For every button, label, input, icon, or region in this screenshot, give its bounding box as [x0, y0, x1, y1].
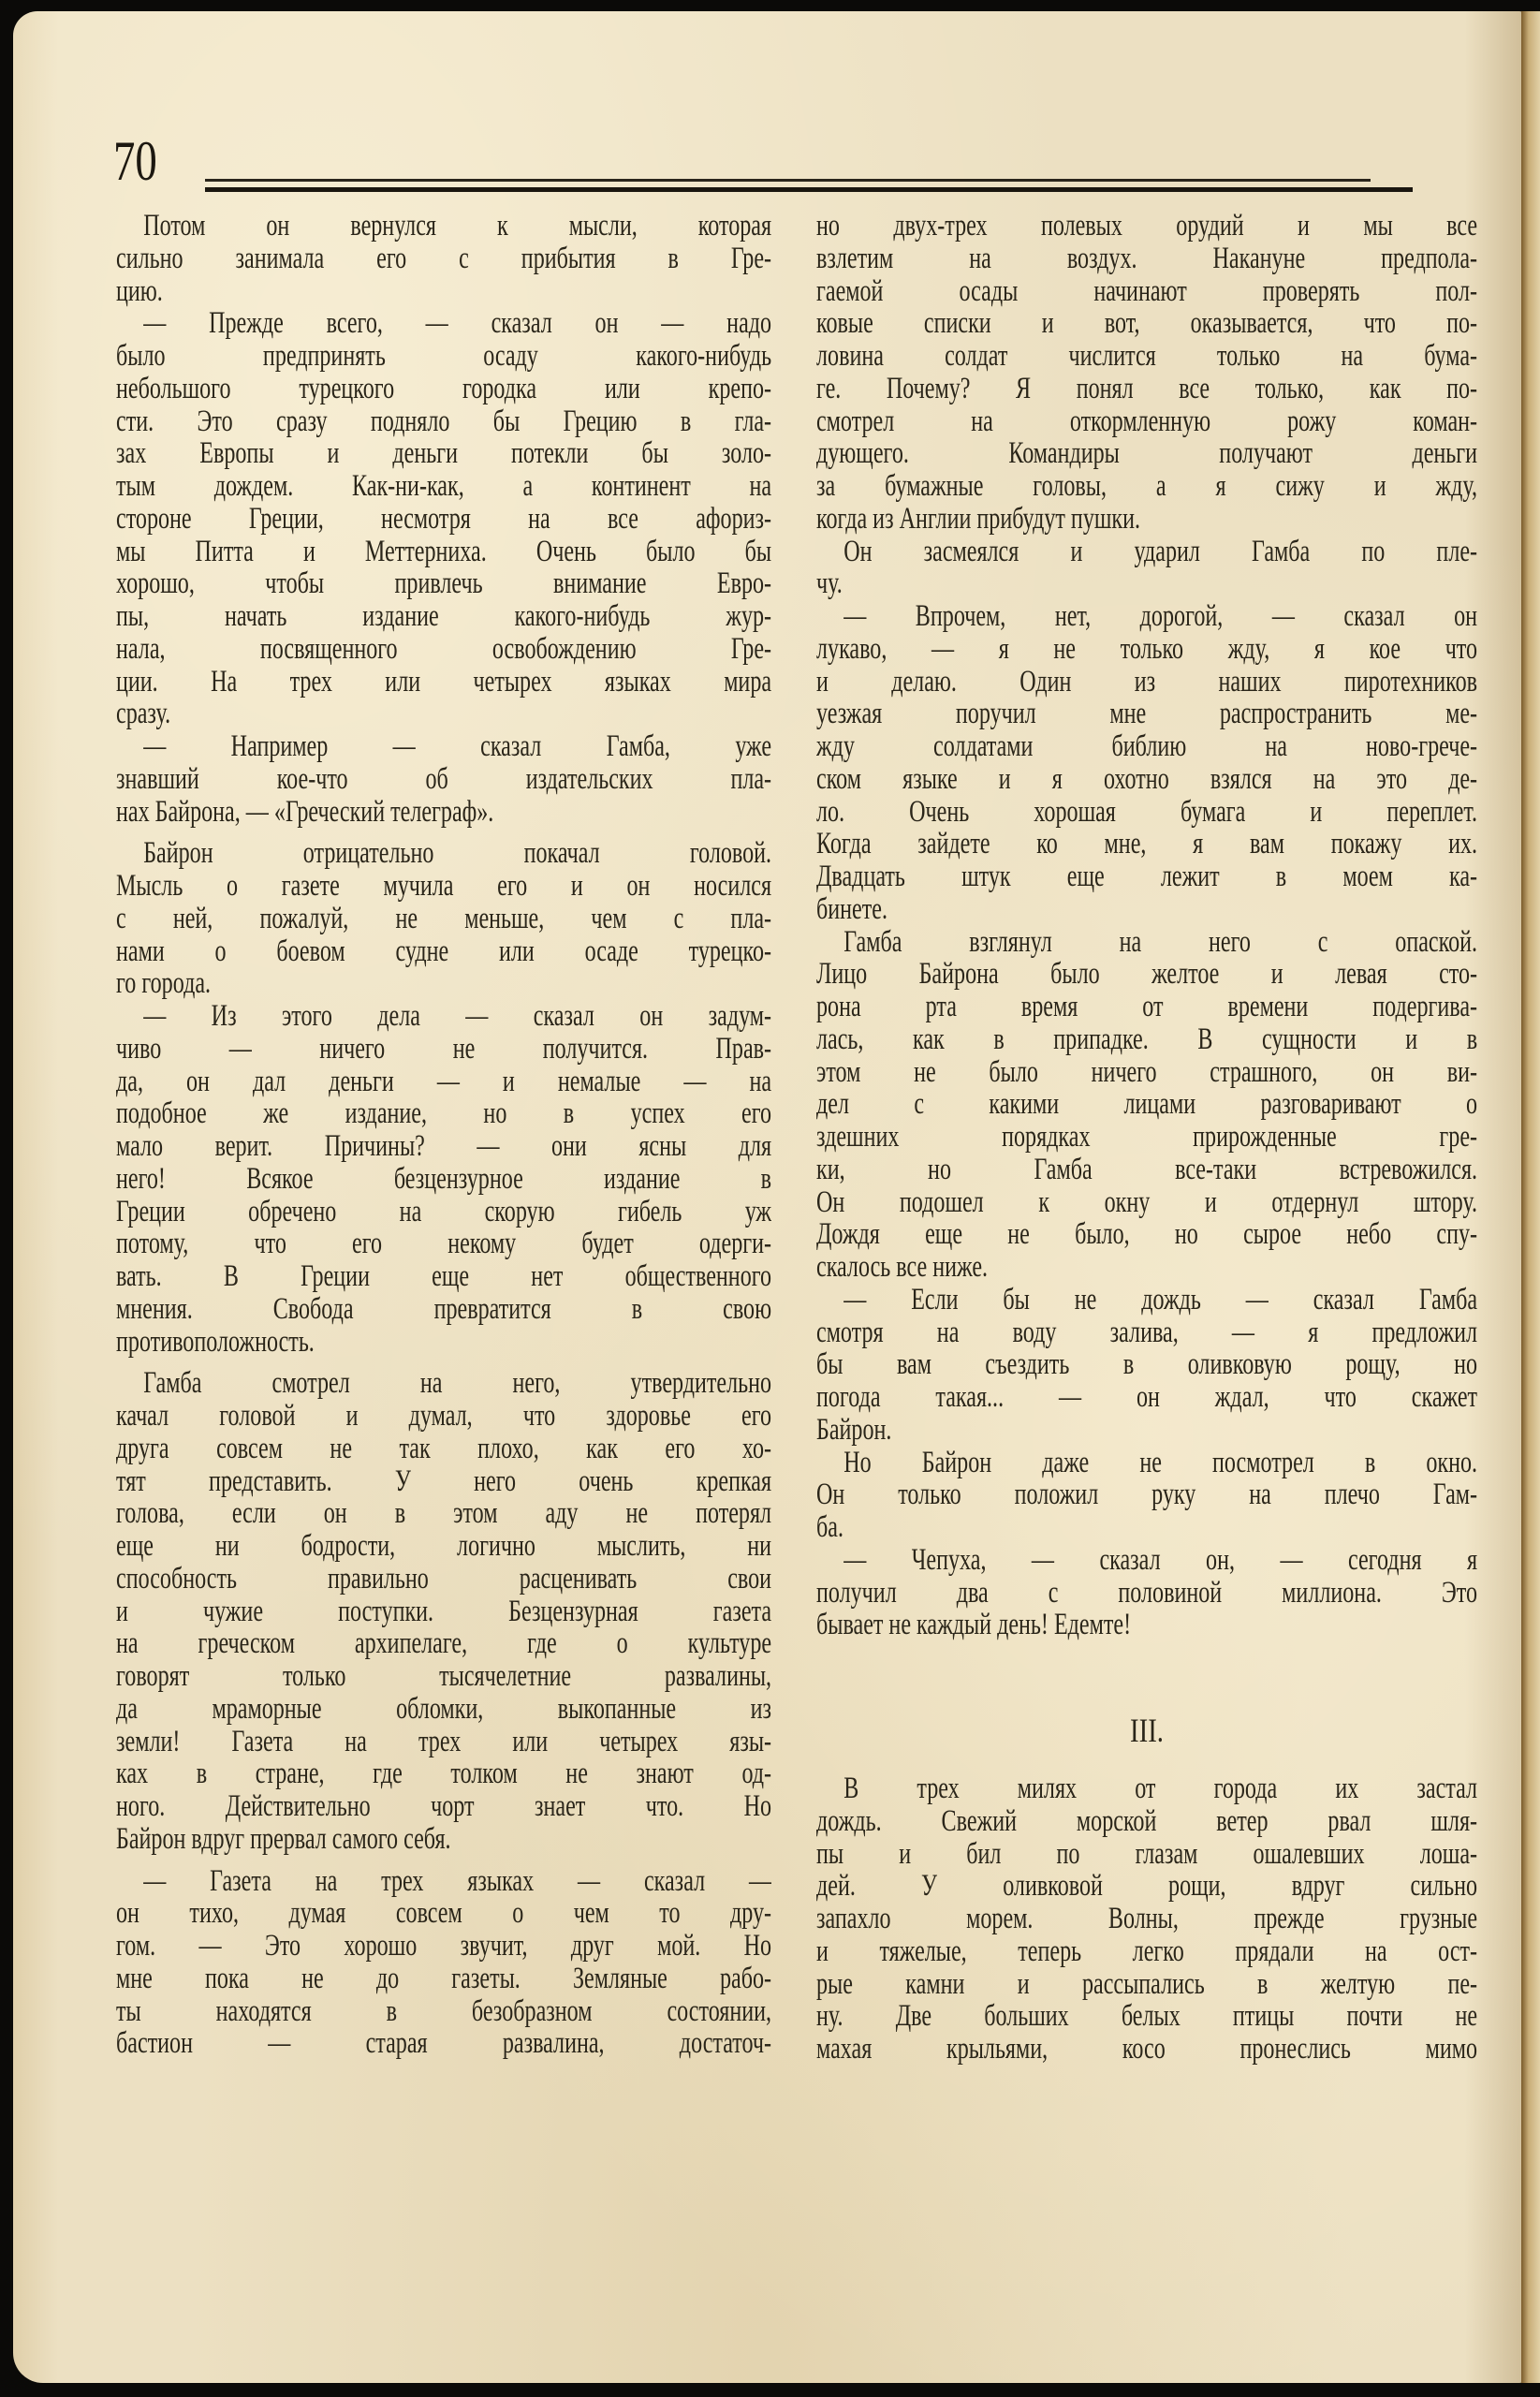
text-line — [816, 210, 1477, 243]
text-line — [816, 503, 1477, 536]
text-line — [816, 1381, 1477, 1414]
text-line-content: дел с какими лицами разговаривают о — [816, 1088, 1477, 1121]
text-line — [116, 1367, 771, 1400]
text-line — [116, 373, 771, 405]
text-line — [816, 1511, 1477, 1544]
text-line-content: — Если бы не дождь — сказал Гамба — [843, 1283, 1477, 1316]
text-line-content: Гамба взглянул на него с опаской. — [843, 925, 1477, 959]
text-line-content: мнения. Свобода превратится в свою — [116, 1292, 771, 1326]
text-line-content: с ней, пожалуй, не меньше, чем с пла- — [116, 902, 771, 935]
text-line-content: ло. Очень хорошая бумага и переплет. — [816, 795, 1477, 829]
text-line — [116, 870, 771, 903]
heading-spacer-after-2 — [816, 1763, 1477, 1772]
text-line — [816, 243, 1477, 275]
text-line — [816, 1023, 1477, 1056]
text-line-content: потому, что его некому будет одерги- — [116, 1228, 771, 1260]
text-line — [816, 275, 1477, 308]
text-line — [116, 307, 771, 340]
text-line-content: ции. На трех или четырех языках мира — [116, 665, 771, 699]
text-line — [116, 340, 771, 373]
text-line-content: способность правильно расценивать свои — [116, 1562, 771, 1596]
text-line-content: тят представить. У него очень крепкая — [116, 1464, 771, 1498]
text-line — [116, 470, 771, 503]
text-line-content: махая крыльями, косо пронеслись мимо — [816, 2033, 1477, 2066]
text-line — [116, 1627, 771, 1660]
text-line-content: сти. Это сразу подняло бы Грецию в гла- — [116, 404, 771, 438]
text-line — [116, 1465, 771, 1498]
text-line-content: ковые списки и вот, оказывается, что по- — [816, 307, 1477, 340]
text-line — [116, 1693, 771, 1726]
text-line — [816, 1968, 1477, 2001]
text-line — [116, 1963, 771, 1995]
text-line-content: Он засмеялся и ударил Гамба по пле- — [843, 535, 1477, 568]
text-line-content: мы Питта и Меттерниха. Очень было бы — [116, 535, 771, 568]
text-line-content: знавший кое-что об издательских пла- — [116, 762, 771, 796]
text-line-content: Потом он вернулся к мысли, которая — [143, 210, 771, 243]
text-line-content: говорят только тысячелетние развалины, — [116, 1660, 771, 1693]
text-line-content: нах Байрона, — «Греческий телеграф». — [116, 795, 494, 829]
text-line-content: подобное же издание, но в успех его — [116, 1097, 771, 1130]
text-line-content: Греции обречено на скорую гибель уж — [116, 1195, 771, 1228]
text-line — [816, 1154, 1477, 1186]
text-line — [816, 536, 1477, 568]
text-line — [116, 967, 771, 1000]
text-line-content: дующего. Командиры получают деньги — [816, 437, 1477, 470]
text-line — [116, 1033, 771, 1066]
text-line-content: ском языке и я охотно взялся на это де- — [816, 762, 1477, 796]
text-line-content: на греческом архипелаге, где о культуре — [116, 1627, 771, 1660]
text-line — [816, 1186, 1477, 1219]
text-line-content: Дождя еще не было, но сырое небо спу- — [816, 1218, 1477, 1251]
text-line — [816, 1447, 1477, 1479]
text-line-content: ного. Действительно чорт знает что. Но — [116, 1790, 771, 1823]
text-line — [116, 935, 771, 968]
text-line — [816, 2000, 1477, 2033]
text-line — [116, 1865, 771, 1898]
text-line-content: бы вам съездить в оливковую рощу, но — [816, 1348, 1477, 1381]
text-line — [816, 405, 1477, 438]
text-line-content: этом не было ничего страшного, он ви- — [816, 1055, 1477, 1089]
text-line-content: него! Всякое безцензурное издание в — [116, 1162, 771, 1196]
text-line-content: лукаво, — я не только жду, я кое что — [816, 632, 1477, 666]
text-line — [816, 1544, 1477, 1577]
text-line — [116, 1400, 771, 1433]
text-line — [816, 567, 1477, 600]
text-line-content: зах Европы и деньги потекли бы золо- — [116, 437, 771, 470]
text-line — [116, 1130, 771, 1163]
text-line-content: Байрон отрицательно покачал головой. — [143, 837, 771, 870]
text-line — [116, 903, 771, 935]
text-line-content: Когда зайдете ко мне, я вам покажу их. — [816, 828, 1477, 860]
text-line — [816, 1056, 1477, 1089]
text-line — [816, 926, 1477, 959]
text-line-content: лась, как в припадке. В сущности и в — [816, 1022, 1477, 1056]
text-line-content: ге. Почему? Я понял все только, как по- — [816, 372, 1477, 405]
text-line — [116, 1293, 771, 1326]
text-line-content: го города. — [116, 967, 212, 1000]
text-line-content: Он только положил руку на плечо Гам- — [816, 1478, 1477, 1511]
text-line — [816, 307, 1477, 340]
text-line-content: — Прежде всего, — сказал он — надо — [143, 307, 771, 340]
text-line-content: за бумажные головы, а я сижу и жду, — [816, 470, 1477, 503]
right-column-part-2 — [816, 1772, 1477, 2066]
text-line-content: пы и бил по глазам ошалевших лоша- — [816, 1837, 1477, 1871]
text-line — [816, 1478, 1477, 1511]
text-line — [816, 633, 1477, 666]
text-line — [116, 1563, 771, 1596]
text-line — [816, 1121, 1477, 1154]
text-line — [116, 1790, 771, 1823]
text-line — [816, 600, 1477, 633]
text-line — [816, 698, 1477, 730]
text-line-content: ну. Две больших белых птицы почти не — [816, 2000, 1477, 2033]
text-line-content: Двадцать штук еще лежит в моем ка- — [816, 860, 1477, 893]
text-line — [816, 1838, 1477, 1871]
text-line — [816, 893, 1477, 926]
text-line-content: качал головой и думал, что здоровье его — [116, 1400, 771, 1433]
text-line — [816, 1218, 1477, 1251]
text-line-content: получил два с половиной миллиона. Это — [816, 1576, 1477, 1610]
text-line — [116, 405, 771, 438]
text-line — [116, 633, 771, 666]
text-line — [116, 763, 771, 796]
paragraph-gap — [116, 1358, 771, 1367]
text-line-content: стороне Греции, несмотря на все афориз- — [116, 502, 771, 536]
text-line-content: — Газета на трех языках — сказал — — [143, 1864, 771, 1898]
text-line-content: голова, если он в этом аду не потерял — [116, 1497, 771, 1530]
text-line — [816, 1284, 1477, 1316]
paragraph-gap — [116, 1856, 771, 1865]
text-line-content: чу. — [816, 567, 843, 600]
text-line-content: взлетим на воздух. Накануне предпола- — [816, 242, 1477, 275]
text-line-content: дей. У оливковой рощи, вдруг сильно — [816, 1870, 1477, 1903]
text-line-content: скалось все ниже. — [816, 1251, 989, 1284]
text-line-content: смотря на воду залива, — я предложил — [816, 1316, 1477, 1349]
text-line-content: и чужие поступки. Безцензурная газета — [116, 1595, 771, 1628]
text-line-content: гаемой осады начинают проверять пол- — [816, 274, 1477, 308]
text-line — [816, 1251, 1477, 1284]
text-line — [116, 1897, 771, 1930]
text-line-content: но двух-трех полевых орудий и мы все — [816, 210, 1477, 243]
text-line — [116, 1930, 771, 1963]
text-line-content: вать. В Греции еще нет общественного — [116, 1260, 771, 1293]
text-line — [816, 373, 1477, 405]
text-line-content: Но Байрон даже не посмотрел в окно. — [843, 1446, 1477, 1479]
text-line — [816, 666, 1477, 699]
text-line-content: Байрон вдруг прервал самого себя. — [116, 1822, 451, 1856]
text-line-content: хорошо, чтобы привлечь внимание Евро- — [116, 567, 771, 600]
paragraph-gap — [116, 828, 771, 837]
text-line — [816, 860, 1477, 893]
text-line-content: да, он дал деньги — и немалые — на — [116, 1065, 771, 1098]
text-line — [116, 1228, 771, 1260]
text-line — [116, 1757, 771, 1790]
text-line-content: друга совсем не так плохо, как его хо- — [116, 1432, 771, 1465]
text-line — [116, 503, 771, 536]
text-line — [816, 958, 1477, 991]
text-line-content: В трех милях от города их застал — [843, 1772, 1477, 1805]
text-line-content: сразу. — [116, 698, 171, 730]
text-line-content: запахло морем. Волны, прежде грузные — [816, 1903, 1477, 1935]
text-line-content: бастион — старая развалина, достаточ- — [116, 2027, 771, 2060]
left-text-column — [116, 210, 771, 2060]
text-line — [116, 1163, 771, 1196]
text-line — [116, 567, 771, 600]
text-line-content: небольшого турецкого городка или крепо- — [116, 372, 771, 405]
text-line-content: еще ни бодрости, логично мыслить, ни — [116, 1530, 771, 1563]
text-line — [816, 340, 1477, 373]
text-line-content: ловина солдат числится только на бума- — [816, 340, 1477, 373]
chapter-heading: III. — [1130, 1712, 1164, 1749]
text-line-content: ба. — [816, 1511, 843, 1544]
text-line-content: бывает не каждый день! Едемте! — [816, 1609, 1132, 1641]
text-line — [116, 1260, 771, 1293]
text-line — [116, 275, 771, 308]
text-line-content: Байрон. — [816, 1413, 892, 1447]
page-edge — [1521, 11, 1540, 2383]
text-line-content: мне пока не до газеты. Земляные рабо- — [116, 1962, 771, 1995]
text-line-content: и делаю. Один из наших пиротехников — [816, 665, 1477, 699]
text-line — [116, 437, 771, 470]
text-line — [116, 1497, 771, 1530]
text-line — [116, 1097, 771, 1130]
text-line-content: противоположность. — [116, 1325, 315, 1359]
text-line-content: земли! Газета на трех или четырех язы- — [116, 1725, 771, 1758]
text-line — [116, 210, 771, 243]
text-line-content: погода такая... — он ждал, что скажет — [816, 1381, 1477, 1414]
text-line-content: — Например — сказал Гамба, уже — [143, 730, 771, 763]
text-line-content: дождь. Свежий морской ветер рвал шля- — [816, 1804, 1477, 1838]
text-line — [116, 1995, 771, 2028]
text-line-content: — Впрочем, нет, дорогой, — сказал он — [843, 600, 1477, 633]
text-line-content: здешних порядках прирожденные гре- — [816, 1121, 1477, 1154]
text-line — [116, 666, 771, 699]
text-line-content: да мраморные обломки, выкопанные из — [116, 1692, 771, 1726]
text-line — [116, 796, 771, 829]
text-line — [816, 1935, 1477, 1968]
text-line — [116, 1726, 771, 1758]
text-line-content: мало верит. Причины? — они ясны для — [116, 1130, 771, 1163]
page-number: 70 — [113, 130, 157, 192]
text-line-content: Лицо Байрона было желтое и левая сто- — [816, 958, 1477, 991]
text-line — [116, 536, 771, 568]
text-line-content: он тихо, думая совсем о чем то дру- — [116, 1897, 771, 1930]
text-line — [816, 437, 1477, 470]
text-line — [816, 1609, 1477, 1641]
text-line — [816, 1348, 1477, 1381]
text-line — [816, 1414, 1477, 1447]
text-line-content: ки, но Гамба все-таки встревожился. — [816, 1153, 1477, 1186]
text-line-content: было предпринять осаду какого-нибудь — [116, 340, 771, 373]
text-line-content: ты находятся в безобразном состоянии, — [116, 1994, 771, 2028]
text-line-content: Гамба смотрел на него, утвердительно — [143, 1367, 771, 1400]
text-line — [116, 600, 771, 633]
text-line-content: — Чепуха, — сказал он, — сегодня я — [843, 1543, 1477, 1577]
right-text-column — [816, 210, 1477, 2066]
text-line-content: нала, посвященного освобождению Гре- — [116, 632, 771, 666]
text-line — [816, 828, 1477, 860]
text-line-content: чиво — ничего не получится. Прав- — [116, 1032, 771, 1066]
text-line-content: сильно занимала его с прибытия в Гре- — [116, 242, 771, 275]
text-line-content: когда из Англии прибудут пушки. — [816, 502, 1141, 536]
text-line — [816, 1903, 1477, 1935]
text-line — [116, 243, 771, 275]
header-rule-thick — [205, 187, 1413, 192]
text-line — [116, 1596, 771, 1628]
text-line-content: Мысль о газете мучила его и он носился — [116, 870, 771, 903]
text-line — [816, 796, 1477, 829]
text-line — [816, 1870, 1477, 1903]
text-line-content: — Из этого дела — сказал он задум- — [143, 1000, 771, 1033]
text-line — [816, 991, 1477, 1023]
text-line — [116, 698, 771, 730]
text-line — [816, 763, 1477, 796]
text-line — [816, 470, 1477, 503]
text-line-content: бинете. — [816, 892, 887, 926]
text-line — [116, 2027, 771, 2060]
text-line-content: пы, начать издание какого-нибудь жур- — [116, 600, 771, 633]
book-page — [13, 11, 1525, 2383]
text-line — [116, 1196, 771, 1228]
text-line — [116, 730, 771, 763]
text-line — [116, 1660, 771, 1693]
text-line — [816, 1316, 1477, 1349]
text-line — [116, 1823, 771, 1856]
text-line — [816, 1577, 1477, 1610]
text-line-content: цию. — [116, 274, 163, 308]
text-line-content: тым дождем. Как-ни-как, а континент на — [116, 470, 771, 503]
text-line — [116, 1530, 771, 1563]
text-line-content: смотрел на откормленную рожу коман- — [816, 404, 1477, 438]
text-line — [116, 1433, 771, 1465]
heading-spacer-after — [816, 1754, 1477, 1763]
text-line-content: рые камни и рассыпались в желтую пе- — [816, 1967, 1477, 2001]
text-line-content: Он подошел к окну и отдернул штору. — [816, 1185, 1477, 1219]
text-line-content: ках в стране, где толком не знают од- — [116, 1757, 771, 1790]
text-line-content: нами о боевом судне или осаде турецко- — [116, 934, 771, 968]
heading-spacer — [816, 1641, 1477, 1707]
text-line-content: гом. — Это хорошо звучит, друг мой. Но — [116, 1930, 771, 1963]
text-line — [816, 2033, 1477, 2066]
text-line-content: рона рта время от времени подергива- — [816, 991, 1477, 1023]
text-line — [116, 1066, 771, 1098]
text-line — [816, 1772, 1477, 1805]
text-line — [816, 730, 1477, 763]
text-line — [816, 1088, 1477, 1121]
right-column-part-1 — [816, 210, 1477, 1641]
text-line — [116, 837, 771, 870]
text-line-content: жду солдатами библию на ново-грече- — [816, 730, 1477, 763]
text-line-content: и тяжелые, теперь легко прядали на ост- — [816, 1934, 1477, 1968]
header-rule-thin — [205, 179, 1371, 182]
text-line — [816, 1805, 1477, 1838]
text-line — [116, 1000, 771, 1033]
text-line — [116, 1326, 771, 1359]
text-line-content: уезжая поручил мне распространить ме- — [816, 698, 1477, 730]
